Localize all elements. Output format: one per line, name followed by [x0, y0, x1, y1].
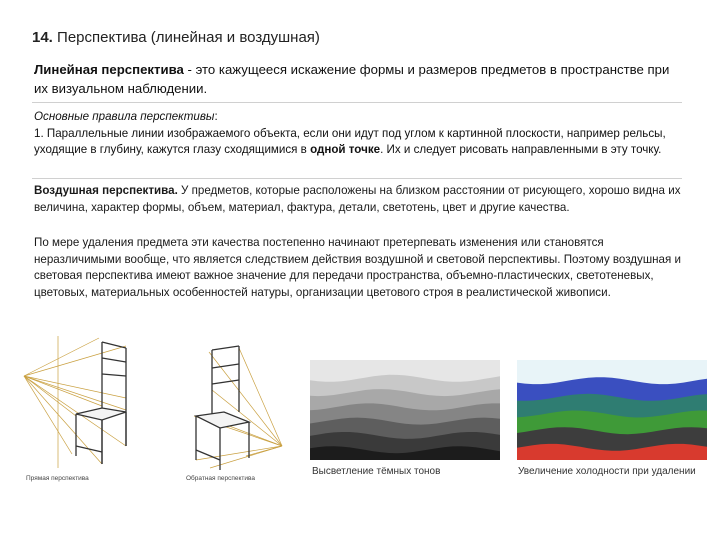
- gray-caption: Высветление тёмных тонов: [312, 466, 441, 477]
- slide-title-text: Перспектива (линейная и воздушная): [57, 29, 320, 46]
- color-coldness-illustration: [517, 360, 707, 460]
- aerial-paragraph: По мере удаления предмета эти качества постепенно начинают претерпевать изменения или становятся неразличимыми вообще, что является следствием действия воздушной и световой перспективы. Поэтому воздушная и световая перспектива имеют важное значение для передачи пространства, объемно-пластических, светотеневых, цветовых, материальных особенностей натуры, организации цветового строя в реалистической живописи.: [34, 236, 681, 299]
- aerial-text: У предметов, которые расположены на близком расстоянии от рисующего, хорошо видна их величина, характер формы, объем, материал, фактура, детали, светотень, цвет и другие качества.: [34, 184, 681, 214]
- definition-term: Линейная перспектива: [34, 62, 184, 77]
- chair-direct-perspective: [76, 342, 126, 464]
- perspective-guide-lines-left: [24, 336, 126, 468]
- definition-text: - это кажущееся искажение формы и размеров предметов в пространстве при их визуальном наблюдении.: [34, 62, 670, 96]
- gray-tones-illustration: [310, 360, 500, 460]
- divider: [32, 102, 682, 103]
- perspective-rules: [34, 109, 684, 159]
- rule1-bold: одной точке: [310, 143, 381, 156]
- chair-perspective-illustrations: [14, 328, 304, 478]
- slide-number: 14.: [32, 29, 53, 46]
- rules-heading: Основные правила перспективы: [34, 110, 215, 123]
- rule1-after: . Их и следует рисовать направленными в эту точку.: [380, 143, 662, 156]
- aerial-perspective-text: [34, 183, 684, 216]
- chair1-caption: Прямая перспектива: [26, 475, 89, 482]
- chair2-caption: Обратная перспектива: [186, 475, 256, 482]
- color-caption: Увеличение холодности при удалении: [518, 466, 696, 477]
- perspective-guide-lines-right: [194, 348, 282, 468]
- aerial-term: Воздушная перспектива.: [34, 184, 178, 197]
- slide-title: [32, 29, 320, 46]
- rule1-before: 1. Параллельные линии изображаемого объекта, если они идут под углом к картинной плоскости, например рельсы, уходящие в глубину, кажутся глазу сходящимися в: [34, 126, 666, 156]
- chair-reverse-perspective: [196, 346, 249, 470]
- rules-heading-colon: :: [214, 110, 218, 123]
- divider: [32, 178, 682, 179]
- linear-perspective-definition: [34, 60, 674, 98]
